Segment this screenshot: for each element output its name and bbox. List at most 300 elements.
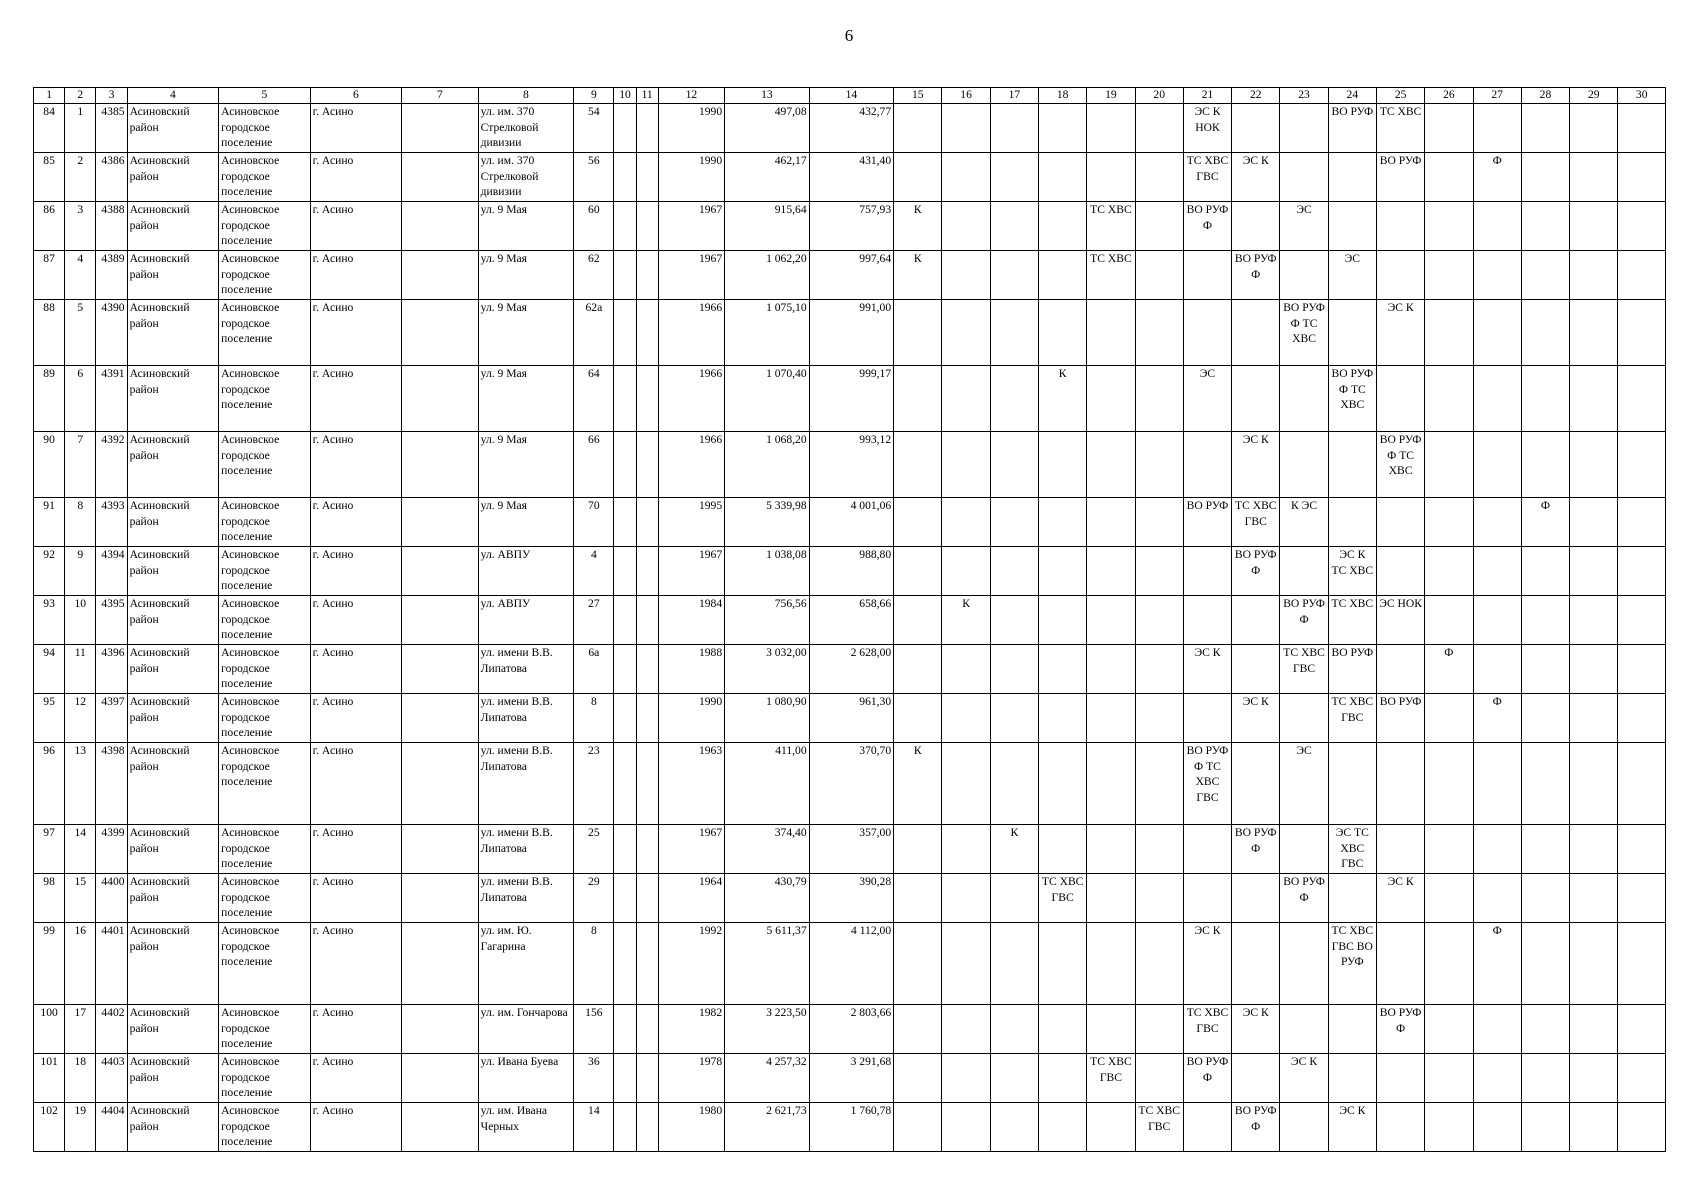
work-type-col-27 xyxy=(1473,498,1521,547)
work-type-col-20 xyxy=(1135,1054,1183,1103)
work-type-col-17 xyxy=(990,432,1038,498)
column-header-10: 10 xyxy=(614,88,636,104)
year-built: 1967 xyxy=(658,825,724,874)
row-number: 101 xyxy=(34,1054,65,1103)
district: Асиновский район xyxy=(127,1005,219,1054)
work-type-col-21 xyxy=(1183,251,1231,300)
work-type-col-26 xyxy=(1425,874,1473,923)
column-10 xyxy=(614,874,636,923)
total-area: 3 223,50 xyxy=(725,1005,810,1054)
work-type-col-25 xyxy=(1376,1054,1424,1103)
work-type-col-16 xyxy=(942,923,990,1005)
sub-number: 15 xyxy=(65,874,96,923)
work-type-col-27 xyxy=(1473,1005,1521,1054)
column-header-1: 1 xyxy=(34,88,65,104)
work-type-col-16 xyxy=(942,694,990,743)
work-type-col-20 xyxy=(1135,498,1183,547)
work-type-col-28 xyxy=(1521,825,1569,874)
work-type-col-25: ВО РУФ xyxy=(1376,694,1424,743)
column-header-15: 15 xyxy=(894,88,942,104)
work-type-col-28 xyxy=(1521,300,1569,366)
work-type-col-15 xyxy=(894,874,942,923)
column-10 xyxy=(614,251,636,300)
column-7 xyxy=(402,694,478,743)
work-type-col-22 xyxy=(1232,300,1280,366)
column-header-18: 18 xyxy=(1039,88,1087,104)
work-type-col-23: ВО РУФ Ф xyxy=(1280,874,1328,923)
work-type-col-19: ТС ХВС xyxy=(1087,251,1135,300)
work-type-col-29 xyxy=(1570,596,1618,645)
district: Асиновский район xyxy=(127,366,219,432)
house-number: 62 xyxy=(574,251,614,300)
work-type-col-19 xyxy=(1087,366,1135,432)
district: Асиновский район xyxy=(127,104,219,153)
column-7 xyxy=(402,300,478,366)
table-row xyxy=(34,874,1666,923)
column-11 xyxy=(636,547,658,596)
work-type-col-29 xyxy=(1570,825,1618,874)
work-type-col-16 xyxy=(942,547,990,596)
work-type-col-27 xyxy=(1473,1054,1521,1103)
record-id: 4398 xyxy=(96,743,127,825)
work-type-col-16 xyxy=(942,743,990,825)
column-11 xyxy=(636,1054,658,1103)
row-number: 93 xyxy=(34,596,65,645)
total-area: 1 068,20 xyxy=(725,432,810,498)
settlement: Асиновское городское поселение xyxy=(219,366,311,432)
work-type-col-30 xyxy=(1618,694,1666,743)
column-header-28: 28 xyxy=(1521,88,1569,104)
year-built: 1982 xyxy=(658,1005,724,1054)
row-number: 89 xyxy=(34,366,65,432)
work-type-col-20 xyxy=(1135,251,1183,300)
record-id: 4386 xyxy=(96,153,127,202)
record-id: 4397 xyxy=(96,694,127,743)
work-type-col-17 xyxy=(990,104,1038,153)
work-type-col-15 xyxy=(894,645,942,694)
work-type-col-16 xyxy=(942,251,990,300)
row-number: 96 xyxy=(34,743,65,825)
work-type-col-25: ВО РУФ Ф ТС ХВС xyxy=(1376,432,1424,498)
work-type-col-29 xyxy=(1570,104,1618,153)
living-area: 2 803,66 xyxy=(809,1005,894,1054)
work-type-col-21 xyxy=(1183,694,1231,743)
work-type-col-15 xyxy=(894,1054,942,1103)
street: ул. им. Гончарова xyxy=(478,1005,574,1054)
work-type-col-24: ЭС К ТС ХВС xyxy=(1328,547,1376,596)
locality: г. Асино xyxy=(310,432,402,498)
work-type-col-23 xyxy=(1280,104,1328,153)
work-type-col-17 xyxy=(990,1054,1038,1103)
column-7 xyxy=(402,1005,478,1054)
work-type-col-30 xyxy=(1618,366,1666,432)
row-number: 87 xyxy=(34,251,65,300)
living-area: 991,00 xyxy=(809,300,894,366)
work-type-col-18 xyxy=(1039,694,1087,743)
column-11 xyxy=(636,825,658,874)
work-type-col-25 xyxy=(1376,743,1424,825)
column-11 xyxy=(636,1005,658,1054)
work-type-col-17 xyxy=(990,300,1038,366)
column-10 xyxy=(614,300,636,366)
work-type-col-26 xyxy=(1425,1103,1473,1152)
record-id: 4393 xyxy=(96,498,127,547)
work-type-col-26 xyxy=(1425,251,1473,300)
work-type-col-19 xyxy=(1087,1005,1135,1054)
column-10 xyxy=(614,1054,636,1103)
living-area: 993,12 xyxy=(809,432,894,498)
work-type-col-21 xyxy=(1183,825,1231,874)
work-type-col-19 xyxy=(1087,300,1135,366)
living-area: 357,00 xyxy=(809,825,894,874)
work-type-col-25: ВО РУФ Ф xyxy=(1376,1005,1424,1054)
record-id: 4399 xyxy=(96,825,127,874)
work-type-col-21: ТС ХВС ГВС xyxy=(1183,1005,1231,1054)
work-type-col-30 xyxy=(1618,153,1666,202)
district: Асиновский район xyxy=(127,251,219,300)
work-type-col-24: ЭС xyxy=(1328,251,1376,300)
settlement: Асиновское городское поселение xyxy=(219,1054,311,1103)
work-type-col-27 xyxy=(1473,547,1521,596)
work-type-col-19 xyxy=(1087,694,1135,743)
work-type-col-17 xyxy=(990,153,1038,202)
work-type-col-19 xyxy=(1087,923,1135,1005)
column-7 xyxy=(402,645,478,694)
column-10 xyxy=(614,743,636,825)
work-type-col-27 xyxy=(1473,743,1521,825)
locality: г. Асино xyxy=(310,743,402,825)
work-type-col-27 xyxy=(1473,432,1521,498)
street: ул. имени В.В. Липатова xyxy=(478,874,574,923)
column-10 xyxy=(614,645,636,694)
year-built: 1990 xyxy=(658,104,724,153)
work-type-col-30 xyxy=(1618,1005,1666,1054)
work-type-col-27 xyxy=(1473,1103,1521,1152)
work-type-col-15 xyxy=(894,1103,942,1152)
work-type-col-30 xyxy=(1618,743,1666,825)
house-number: 66 xyxy=(574,432,614,498)
settlement: Асиновское городское поселение xyxy=(219,251,311,300)
work-type-col-22: ЭС К xyxy=(1232,1005,1280,1054)
year-built: 1966 xyxy=(658,366,724,432)
work-type-col-17 xyxy=(990,251,1038,300)
work-type-col-26 xyxy=(1425,202,1473,251)
work-type-col-27 xyxy=(1473,202,1521,251)
house-number: 23 xyxy=(574,743,614,825)
district: Асиновский район xyxy=(127,202,219,251)
work-type-col-30 xyxy=(1618,645,1666,694)
work-type-col-22: ЭС К xyxy=(1232,694,1280,743)
column-11 xyxy=(636,498,658,547)
house-number: 56 xyxy=(574,153,614,202)
year-built: 1966 xyxy=(658,300,724,366)
column-11 xyxy=(636,251,658,300)
work-type-col-29 xyxy=(1570,547,1618,596)
table-row xyxy=(34,825,1666,874)
row-number: 90 xyxy=(34,432,65,498)
work-type-col-29 xyxy=(1570,645,1618,694)
work-type-col-20 xyxy=(1135,923,1183,1005)
column-header-23: 23 xyxy=(1280,88,1328,104)
work-type-col-26 xyxy=(1425,743,1473,825)
locality: г. Асино xyxy=(310,300,402,366)
column-7 xyxy=(402,596,478,645)
street: ул. им. 370 Стрелковой дивизии xyxy=(478,153,574,202)
work-type-col-29 xyxy=(1570,251,1618,300)
total-area: 430,79 xyxy=(725,874,810,923)
table-row xyxy=(34,547,1666,596)
work-type-col-20 xyxy=(1135,153,1183,202)
work-type-col-16 xyxy=(942,874,990,923)
row-number: 99 xyxy=(34,923,65,1005)
locality: г. Асино xyxy=(310,547,402,596)
row-number: 91 xyxy=(34,498,65,547)
work-type-col-18 xyxy=(1039,1103,1087,1152)
locality: г. Асино xyxy=(310,1054,402,1103)
column-10 xyxy=(614,153,636,202)
work-type-col-22 xyxy=(1232,104,1280,153)
total-area: 374,40 xyxy=(725,825,810,874)
table-row xyxy=(34,645,1666,694)
work-type-col-28 xyxy=(1521,104,1569,153)
house-number: 6а xyxy=(574,645,614,694)
work-type-col-19 xyxy=(1087,825,1135,874)
record-id: 4400 xyxy=(96,874,127,923)
year-built: 1990 xyxy=(658,694,724,743)
street: ул. имени В.В. Липатова xyxy=(478,743,574,825)
settlement: Асиновское городское поселение xyxy=(219,432,311,498)
sub-number: 14 xyxy=(65,825,96,874)
row-number: 84 xyxy=(34,104,65,153)
column-7 xyxy=(402,366,478,432)
work-type-col-30 xyxy=(1618,923,1666,1005)
settlement: Асиновское городское поселение xyxy=(219,596,311,645)
work-type-col-26 xyxy=(1425,498,1473,547)
column-11 xyxy=(636,202,658,251)
work-type-col-16: К xyxy=(942,596,990,645)
record-id: 4404 xyxy=(96,1103,127,1152)
total-area: 5 339,98 xyxy=(725,498,810,547)
house-number: 36 xyxy=(574,1054,614,1103)
table-row xyxy=(34,202,1666,251)
work-type-col-29 xyxy=(1570,366,1618,432)
row-number: 98 xyxy=(34,874,65,923)
row-number: 100 xyxy=(34,1005,65,1054)
column-header-12: 12 xyxy=(658,88,724,104)
work-type-col-26 xyxy=(1425,104,1473,153)
work-type-col-25 xyxy=(1376,547,1424,596)
column-7 xyxy=(402,825,478,874)
column-10 xyxy=(614,1005,636,1054)
house-number: 156 xyxy=(574,1005,614,1054)
sub-number: 4 xyxy=(65,251,96,300)
work-type-col-19 xyxy=(1087,104,1135,153)
street: ул. 9 Мая xyxy=(478,432,574,498)
work-type-col-15 xyxy=(894,596,942,645)
work-type-col-19 xyxy=(1087,498,1135,547)
work-type-col-18 xyxy=(1039,153,1087,202)
work-type-col-17 xyxy=(990,1103,1038,1152)
work-type-col-29 xyxy=(1570,432,1618,498)
work-type-col-24 xyxy=(1328,1054,1376,1103)
work-type-col-21: ЭС К xyxy=(1183,923,1231,1005)
year-built: 1990 xyxy=(658,153,724,202)
street: ул. имени В.В. Липатова xyxy=(478,694,574,743)
year-built: 1978 xyxy=(658,1054,724,1103)
column-11 xyxy=(636,300,658,366)
work-type-col-15 xyxy=(894,366,942,432)
column-11 xyxy=(636,874,658,923)
year-built: 1966 xyxy=(658,432,724,498)
table-row xyxy=(34,596,1666,645)
work-type-col-27 xyxy=(1473,251,1521,300)
locality: г. Асино xyxy=(310,104,402,153)
work-type-col-27 xyxy=(1473,645,1521,694)
locality: г. Асино xyxy=(310,596,402,645)
table-row xyxy=(34,694,1666,743)
work-type-col-19 xyxy=(1087,1103,1135,1152)
work-type-col-20 xyxy=(1135,104,1183,153)
row-number: 95 xyxy=(34,694,65,743)
year-built: 1980 xyxy=(658,1103,724,1152)
work-type-col-16 xyxy=(942,366,990,432)
work-type-col-21 xyxy=(1183,1103,1231,1152)
work-type-col-21 xyxy=(1183,300,1231,366)
work-type-col-29 xyxy=(1570,694,1618,743)
work-type-col-30 xyxy=(1618,202,1666,251)
work-type-col-29 xyxy=(1570,743,1618,825)
work-type-col-28 xyxy=(1521,743,1569,825)
column-header-26: 26 xyxy=(1425,88,1473,104)
living-area: 658,66 xyxy=(809,596,894,645)
record-id: 4388 xyxy=(96,202,127,251)
work-type-col-20 xyxy=(1135,694,1183,743)
column-header-29: 29 xyxy=(1570,88,1618,104)
living-area: 961,30 xyxy=(809,694,894,743)
year-built: 1988 xyxy=(658,645,724,694)
work-type-col-16 xyxy=(942,104,990,153)
sub-number: 17 xyxy=(65,1005,96,1054)
table-row xyxy=(34,153,1666,202)
sub-number: 9 xyxy=(65,547,96,596)
column-7 xyxy=(402,1103,478,1152)
house-number: 8 xyxy=(574,694,614,743)
sub-number: 5 xyxy=(65,300,96,366)
work-type-col-24: ТС ХВС ГВС ВО РУФ xyxy=(1328,923,1376,1005)
district: Асиновский район xyxy=(127,874,219,923)
settlement: Асиновское городское поселение xyxy=(219,153,311,202)
work-type-col-22 xyxy=(1232,1054,1280,1103)
work-type-col-19 xyxy=(1087,547,1135,596)
house-number: 64 xyxy=(574,366,614,432)
table-row xyxy=(34,1005,1666,1054)
living-area: 999,17 xyxy=(809,366,894,432)
column-10 xyxy=(614,923,636,1005)
work-type-col-26 xyxy=(1425,923,1473,1005)
column-11 xyxy=(636,743,658,825)
sub-number: 12 xyxy=(65,694,96,743)
work-type-col-26 xyxy=(1425,300,1473,366)
work-type-col-17 xyxy=(990,596,1038,645)
living-area: 370,70 xyxy=(809,743,894,825)
work-type-col-15 xyxy=(894,432,942,498)
work-type-col-30 xyxy=(1618,104,1666,153)
work-type-col-25: ВО РУФ xyxy=(1376,153,1424,202)
work-type-col-23 xyxy=(1280,694,1328,743)
street: ул. 9 Мая xyxy=(478,300,574,366)
locality: г. Асино xyxy=(310,1103,402,1152)
work-type-col-17 xyxy=(990,202,1038,251)
work-type-col-29 xyxy=(1570,498,1618,547)
column-7 xyxy=(402,874,478,923)
work-type-col-16 xyxy=(942,202,990,251)
work-type-col-20 xyxy=(1135,547,1183,596)
work-type-col-16 xyxy=(942,1054,990,1103)
column-10 xyxy=(614,1103,636,1152)
settlement: Асиновское городское поселение xyxy=(219,645,311,694)
settlement: Асиновское городское поселение xyxy=(219,547,311,596)
column-header-19: 19 xyxy=(1087,88,1135,104)
house-number: 4 xyxy=(574,547,614,596)
work-type-col-30 xyxy=(1618,498,1666,547)
street: ул. Ивана Буева xyxy=(478,1054,574,1103)
work-type-col-28 xyxy=(1521,153,1569,202)
street: ул. 9 Мая xyxy=(478,498,574,547)
work-type-col-30 xyxy=(1618,1103,1666,1152)
record-id: 4396 xyxy=(96,645,127,694)
column-header-4: 4 xyxy=(127,88,219,104)
table-row xyxy=(34,366,1666,432)
work-type-col-20 xyxy=(1135,366,1183,432)
column-header-14: 14 xyxy=(809,88,894,104)
work-type-col-24: ЭС К xyxy=(1328,1103,1376,1152)
work-type-col-23 xyxy=(1280,825,1328,874)
work-type-col-16 xyxy=(942,1103,990,1152)
work-type-col-23: ЭС К xyxy=(1280,1054,1328,1103)
work-type-col-23 xyxy=(1280,432,1328,498)
column-10 xyxy=(614,694,636,743)
work-type-col-30 xyxy=(1618,1054,1666,1103)
work-type-col-21: ВО РУФ Ф xyxy=(1183,202,1231,251)
work-type-col-28 xyxy=(1521,874,1569,923)
work-type-col-22: ЭС К xyxy=(1232,153,1280,202)
settlement: Асиновское городское поселение xyxy=(219,825,311,874)
row-number: 86 xyxy=(34,202,65,251)
column-header-3: 3 xyxy=(96,88,127,104)
work-type-col-23 xyxy=(1280,923,1328,1005)
district: Асиновский район xyxy=(127,694,219,743)
column-11 xyxy=(636,923,658,1005)
work-type-col-24: ЭС ТС ХВС ГВС xyxy=(1328,825,1376,874)
living-area: 432,77 xyxy=(809,104,894,153)
house-number: 14 xyxy=(574,1103,614,1152)
work-type-col-18: ТС ХВС ГВС xyxy=(1039,874,1087,923)
work-type-col-26 xyxy=(1425,153,1473,202)
work-type-col-24: ТС ХВС xyxy=(1328,596,1376,645)
column-header-9: 9 xyxy=(574,88,614,104)
work-type-col-15 xyxy=(894,923,942,1005)
work-type-col-15 xyxy=(894,825,942,874)
street: ул. АВПУ xyxy=(478,547,574,596)
work-type-col-29 xyxy=(1570,1005,1618,1054)
settlement: Асиновское городское поселение xyxy=(219,694,311,743)
work-type-col-24 xyxy=(1328,202,1376,251)
work-type-col-18 xyxy=(1039,1054,1087,1103)
work-type-col-19 xyxy=(1087,596,1135,645)
street: ул. имени В.В. Липатова xyxy=(478,825,574,874)
column-header-25: 25 xyxy=(1376,88,1424,104)
housing-register-table xyxy=(33,87,1666,1152)
